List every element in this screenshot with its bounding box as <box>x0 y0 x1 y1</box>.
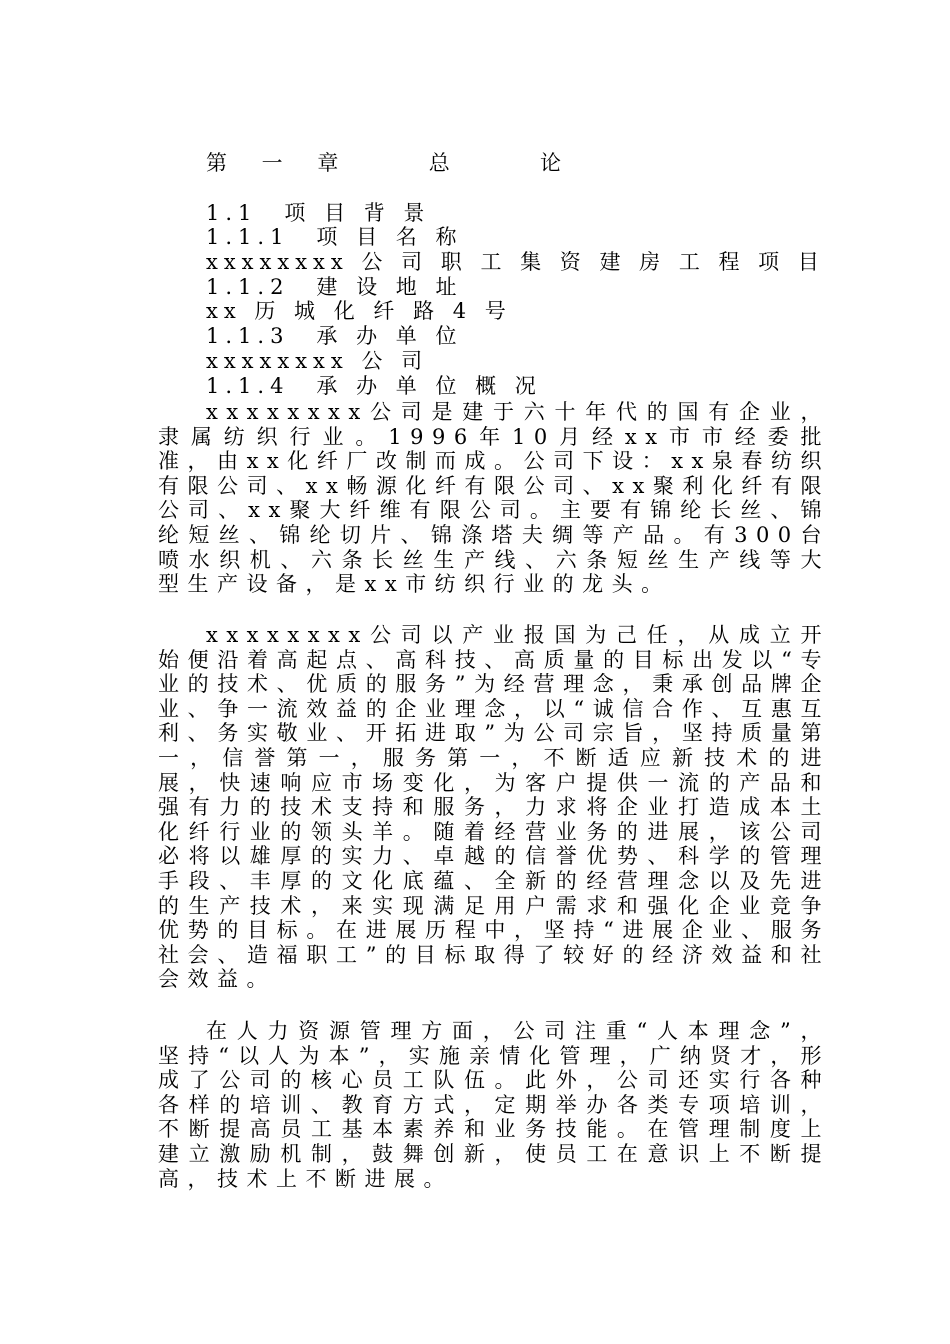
organizer-name: xxxxxxxx 公 司 <box>206 349 429 373</box>
section-heading-1-1-2: 1.1.2 建 设 地 址 <box>206 275 463 299</box>
section-heading-1-1: 1.1 项 目 背 景 <box>206 201 431 225</box>
company-philosophy-paragraph: xxxxxxxx公司以产业报国为己任，从成立开始便沿着高起点、高科技、高质量的目标出发以“专业的技术、优质的服务”为经营理念，秉承创品牌企业、争一流效益的企业理念，以“诚信合作、互惠互利、务实敬业、开拓进取”为公司宗旨，坚持质量第一，信誉第一，服务第一，不断适应新技术的进展，快速响应市场变化，为客户提供一流的产品和强有力的技术支持和服务，力求将企业打造成本土化纤行业的领头羊。随着经营业务的进展，该公司必将以雄厚的实力、卓越的信誉优势、科学的管理手段、丰厚的文化底蕴、全新的经营理念以及先进的生产技术，来实现满足用户需求和强化企业竞争优势的目标。在进展历程中，坚持“进展企业、服务社会、造福职工”的目标取得了较好的经济效益和社会效益。 <box>158 623 830 992</box>
chapter-title: 第 一 章 总 论 <box>206 151 576 175</box>
section-heading-1-1-3: 1.1.3 承 办 单 位 <box>206 324 463 348</box>
construction-address: xx 历 城 化 纤 路 4 号 <box>206 299 512 323</box>
company-overview-paragraph: xxxxxxxx公司是建于六十年代的国有企业，隶属纺织行业。1996年10月经xx市市经委批准，由xx化纤厂改制而成。公司下设：xx泉春纺织有限公司、xx畅源化纤有限公司、xx聚利化纤有限公司、xx聚大纤维有限公司。主要有锦纶长丝、锦纶短丝、锦纶切片、锦涤塔夫绸等产品。有300台喷水织机、六条长丝生产线、六条短丝生产线等大型生产设备，是xx市纺织行业的龙头。 <box>158 400 830 597</box>
section-heading-1-1-1: 1.1.1 项 目 名 称 <box>206 225 463 249</box>
section-heading-1-1-4: 1.1.4 承 办 单 位 概 况 <box>206 374 542 398</box>
project-name: xxxxxxxx 公 司 职 工 集 资 建 房 工 程 项 目 <box>206 250 825 274</box>
human-resources-paragraph: 在人力资源管理方面，公司注重“人本理念”，坚持“以人为本”，实施亲情化管理，广纳贤才，形成了公司的核心员工队伍。此外，公司还实行各种各样的培训、教育方式，定期举办各类专项培训，不断提高员工基本素养和业务技能。在管理制度上建立激励机制，鼓舞创新，使员工在意识上不断提高，技术上不断进展。 <box>158 1019 830 1191</box>
